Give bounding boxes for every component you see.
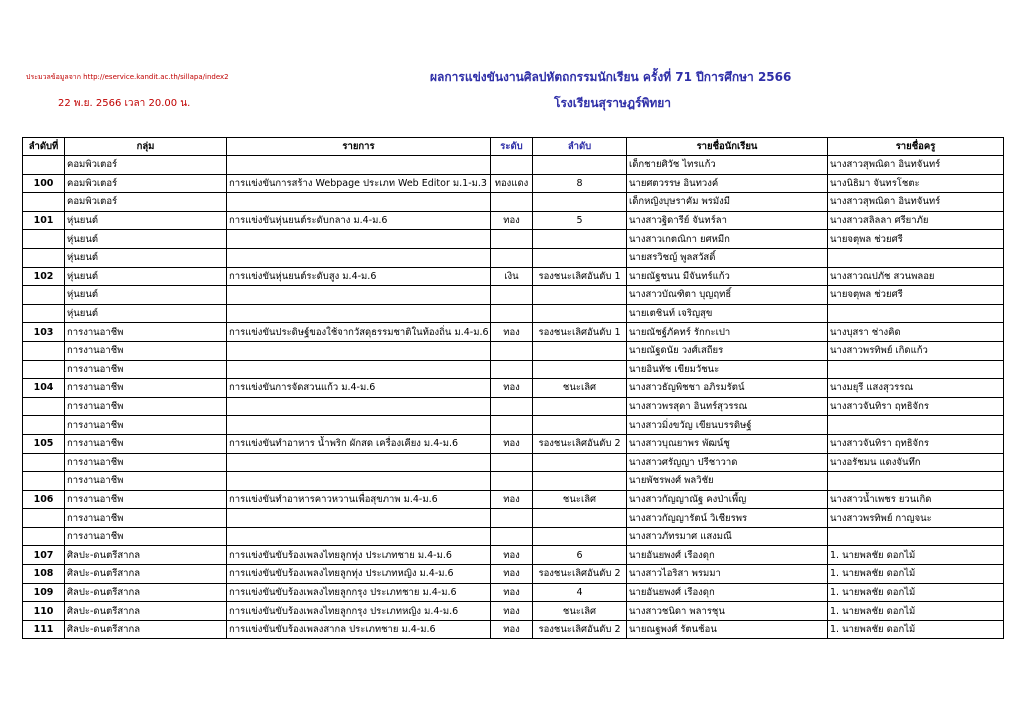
col-header-event: รายการ bbox=[227, 138, 491, 156]
cell-group: การงานอาชีพ bbox=[65, 453, 227, 472]
cell-no bbox=[23, 304, 65, 323]
cell-rank: 6 bbox=[533, 546, 627, 565]
cell-no bbox=[23, 341, 65, 360]
cell-rank: รองชนะเลิศอันดับ 1 bbox=[533, 323, 627, 342]
cell-no bbox=[23, 156, 65, 175]
cell-event bbox=[227, 527, 491, 546]
cell-student: นางสาวกัญญาณัฐ คงป่าเพี้ญ bbox=[627, 490, 828, 509]
cell-no bbox=[23, 397, 65, 416]
cell-no bbox=[23, 472, 65, 491]
col-header-group: กลุ่ม bbox=[65, 138, 227, 156]
cell-teacher: นางอรัชมน แดงจันทึก bbox=[828, 453, 1004, 472]
cell-teacher: 1. นายพลชัย ดอกไม้ bbox=[828, 620, 1004, 639]
col-header-students: รายชื่อนักเรียน bbox=[627, 138, 828, 156]
cell-group: ศิลปะ-ดนตรีสากล bbox=[65, 546, 227, 565]
col-header-no: ลำดับที่ bbox=[23, 138, 65, 156]
cell-event bbox=[227, 286, 491, 305]
cell-event bbox=[227, 397, 491, 416]
cell-teacher: นางมยุรี แสงสุวรรณ bbox=[828, 379, 1004, 398]
cell-rank: รองชนะเลิศอันดับ 1 bbox=[533, 267, 627, 286]
cell-level: ทอง bbox=[491, 583, 533, 602]
table-row bbox=[23, 453, 1004, 472]
table-row bbox=[23, 602, 1004, 621]
cell-group: การงานอาชีพ bbox=[65, 360, 227, 379]
cell-rank bbox=[533, 193, 627, 212]
table-row bbox=[23, 527, 1004, 546]
cell-group: คอมพิวเตอร์ bbox=[65, 193, 227, 212]
cell-no bbox=[23, 230, 65, 249]
table-header-row bbox=[23, 138, 1004, 156]
cell-level: ทอง bbox=[491, 490, 533, 509]
cell-rank: รองชนะเลิศอันดับ 2 bbox=[533, 565, 627, 584]
table-row bbox=[23, 416, 1004, 435]
cell-group: หุ่นยนต์ bbox=[65, 286, 227, 305]
cell-group: ศิลปะ-ดนตรีสากล bbox=[65, 565, 227, 584]
cell-group: การงานอาชีพ bbox=[65, 527, 227, 546]
cell-level bbox=[491, 286, 533, 305]
cell-student: นายสรวิชญ์ พูลสวัสดิ์ bbox=[627, 248, 828, 267]
cell-student: นางสาวกัญญารัตน์ วิเชียรพร bbox=[627, 509, 828, 528]
cell-level: ทอง bbox=[491, 434, 533, 453]
cell-event: การแข่งขันทำอาหารคาวหวานเพื่อสุขภาพ ม.4-ม.6 bbox=[227, 490, 491, 509]
cell-no bbox=[23, 416, 65, 435]
table-row bbox=[23, 360, 1004, 379]
table-body bbox=[23, 156, 1004, 639]
cell-group: หุ่นยนต์ bbox=[65, 267, 227, 286]
cell-group: ศิลปะ-ดนตรีสากล bbox=[65, 583, 227, 602]
table-row bbox=[23, 546, 1004, 565]
table-row bbox=[23, 379, 1004, 398]
table-row bbox=[23, 174, 1004, 193]
cell-group: การงานอาชีพ bbox=[65, 397, 227, 416]
cell-event: การแข่งขันการสร้าง Webpage ประเภท Web Editor ม.1-ม.3 bbox=[227, 174, 491, 193]
cell-event bbox=[227, 360, 491, 379]
cell-student: นายณัฐดนัย วงศ์เสถียร bbox=[627, 341, 828, 360]
results-table bbox=[22, 137, 1004, 639]
cell-level: เงิน bbox=[491, 267, 533, 286]
cell-teacher: 1. นายพลชัย ดอกไม้ bbox=[828, 602, 1004, 621]
cell-teacher bbox=[828, 248, 1004, 267]
cell-group: การงานอาชีพ bbox=[65, 416, 227, 435]
cell-group: หุ่นยนต์ bbox=[65, 304, 227, 323]
cell-rank bbox=[533, 248, 627, 267]
cell-no bbox=[23, 360, 65, 379]
cell-event: การแข่งขันหุ่นยนต์ระดับสูง ม.4-ม.6 bbox=[227, 267, 491, 286]
cell-student: นายณัชฐ์ภัคทร์ รักกะเปา bbox=[627, 323, 828, 342]
school-name: โรงเรียนสุราษฎร์พิทยา bbox=[554, 96, 672, 110]
cell-group: ศิลปะ-ดนตรีสากล bbox=[65, 602, 227, 621]
cell-teacher bbox=[828, 416, 1004, 435]
cell-no bbox=[23, 286, 65, 305]
cell-level: ทอง bbox=[491, 602, 533, 621]
table-row bbox=[23, 472, 1004, 491]
cell-group: ศิลปะ-ดนตรีสากล bbox=[65, 620, 227, 639]
cell-no: 110 bbox=[23, 602, 65, 621]
cell-student: นางสาวพรสุดา อินทร์สุวรรณ bbox=[627, 397, 828, 416]
cell-student: นางสาวบัณฑิตา บุญฤทธิ์ bbox=[627, 286, 828, 305]
cell-level bbox=[491, 360, 533, 379]
table-row bbox=[23, 490, 1004, 509]
cell-rank bbox=[533, 472, 627, 491]
table-row bbox=[23, 620, 1004, 639]
cell-teacher: นางสาวจันทิรา ฤทธิจักร bbox=[828, 397, 1004, 416]
cell-event bbox=[227, 304, 491, 323]
cell-rank: รองชนะเลิศอันดับ 2 bbox=[533, 434, 627, 453]
cell-rank bbox=[533, 360, 627, 379]
cell-event bbox=[227, 453, 491, 472]
cell-student: นายอันยพงศ์ เรืองดุก bbox=[627, 546, 828, 565]
cell-level: ทอง bbox=[491, 323, 533, 342]
cell-event: การแข่งขันประดิษฐ์ของใช้จากวัสดุธรรมชาติในท้องถิ่น ม.4-ม.6 bbox=[227, 323, 491, 342]
cell-teacher: นางบุสรา ช่างคิด bbox=[828, 323, 1004, 342]
cell-rank: ชนะเลิศ bbox=[533, 490, 627, 509]
col-header-level: ระดับ bbox=[491, 138, 533, 156]
cell-level bbox=[491, 230, 533, 249]
cell-rank bbox=[533, 453, 627, 472]
cell-no: 100 bbox=[23, 174, 65, 193]
cell-event: การแข่งขันหุ่นยนต์ระดับกลาง ม.4-ม.6 bbox=[227, 211, 491, 230]
table-row bbox=[23, 565, 1004, 584]
page-title: ผลการแข่งขันงานศิลปหัตถกรรมนักเรียน ครั้งที่ 71 ปีการศึกษา 2566 bbox=[430, 70, 792, 84]
cell-level: ทอง bbox=[491, 211, 533, 230]
cell-level bbox=[491, 509, 533, 528]
cell-teacher bbox=[828, 360, 1004, 379]
cell-event: การแข่งขันขับร้องเพลงสากล ประเภทชาย ม.4-ม.6 bbox=[227, 620, 491, 639]
table-row bbox=[23, 304, 1004, 323]
cell-student: นางสาวเกตณิกา ยศหมีก bbox=[627, 230, 828, 249]
cell-teacher: นายจตุพล ช่วยศรี bbox=[828, 286, 1004, 305]
cell-teacher: นางสาวสุพณิดา อินทจันทร์ bbox=[828, 193, 1004, 212]
cell-rank: 8 bbox=[533, 174, 627, 193]
cell-rank: 5 bbox=[533, 211, 627, 230]
cell-group: หุ่นยนต์ bbox=[65, 248, 227, 267]
cell-teacher bbox=[828, 527, 1004, 546]
cell-student: นางสาวมิ่งขวัญ เขียนบรรดิษฐ์ bbox=[627, 416, 828, 435]
cell-rank bbox=[533, 230, 627, 249]
cell-teacher: นางสาวณปภัช สวนพลอย bbox=[828, 267, 1004, 286]
cell-student: นายพัชรพงศ์ พลวิชัย bbox=[627, 472, 828, 491]
cell-event: การแข่งขันขับร้องเพลงไทยลูกกรุง ประเภทหญิง ม.4-ม.6 bbox=[227, 602, 491, 621]
cell-event bbox=[227, 416, 491, 435]
cell-no: 109 bbox=[23, 583, 65, 602]
cell-student: นายศตวรรษ อินทวงค์ bbox=[627, 174, 828, 193]
cell-level: ทอง bbox=[491, 620, 533, 639]
cell-rank bbox=[533, 156, 627, 175]
table-row bbox=[23, 397, 1004, 416]
cell-student: นางสาวชนิดา พลารชุน bbox=[627, 602, 828, 621]
cell-no: 102 bbox=[23, 267, 65, 286]
table-row bbox=[23, 211, 1004, 230]
cell-level bbox=[491, 397, 533, 416]
cell-rank bbox=[533, 341, 627, 360]
cell-student: เด็กหญิงบุษราคัม พรมังมี bbox=[627, 193, 828, 212]
cell-teacher: นางนิธิมา จันทรโชตะ bbox=[828, 174, 1004, 193]
table-row bbox=[23, 248, 1004, 267]
col-header-teachers: รายชื่อครู bbox=[828, 138, 1004, 156]
table-row bbox=[23, 434, 1004, 453]
cell-student: นายเตชินท์ เจริญสุข bbox=[627, 304, 828, 323]
table-row bbox=[23, 583, 1004, 602]
cell-no bbox=[23, 509, 65, 528]
cell-level: ทองแดง bbox=[491, 174, 533, 193]
cell-teacher: 1. นายพลชัย ดอกไม้ bbox=[828, 546, 1004, 565]
cell-event: การแข่งขันขับร้องเพลงไทยลูกทุ่ง ประเภทหญิง ม.4-ม.6 bbox=[227, 565, 491, 584]
cell-group: การงานอาชีพ bbox=[65, 434, 227, 453]
cell-event: การแข่งขันทำอาหาร น้ำพริก ผักสด เครื่องเคียง ม.4-ม.6 bbox=[227, 434, 491, 453]
cell-event bbox=[227, 156, 491, 175]
cell-teacher: นางสาวจันทิรา ฤทธิจักร bbox=[828, 434, 1004, 453]
cell-no: 104 bbox=[23, 379, 65, 398]
cell-student: นายณัฐชนน มีจันทร์แก้ว bbox=[627, 267, 828, 286]
cell-teacher: นางสาวน้ำเพชร ยวนเกิด bbox=[828, 490, 1004, 509]
cell-student: นางสาวภัทรมาศ แสงมณี bbox=[627, 527, 828, 546]
cell-no bbox=[23, 453, 65, 472]
cell-rank bbox=[533, 509, 627, 528]
cell-student: นายอันยพงศ์ เรืองดุก bbox=[627, 583, 828, 602]
cell-level: ทอง bbox=[491, 379, 533, 398]
cell-group: คอมพิวเตอร์ bbox=[65, 156, 227, 175]
cell-event: การแข่งขันขับร้องเพลงไทยลูกทุ่ง ประเภทชาย ม.4-ม.6 bbox=[227, 546, 491, 565]
cell-no: 106 bbox=[23, 490, 65, 509]
cell-student: นางสาวธัญพิชชา อภิรมรัตน์ bbox=[627, 379, 828, 398]
cell-level bbox=[491, 472, 533, 491]
cell-rank: รองชนะเลิศอันดับ 2 bbox=[533, 620, 627, 639]
cell-level: ทอง bbox=[491, 565, 533, 584]
cell-group: การงานอาชีพ bbox=[65, 490, 227, 509]
cell-level bbox=[491, 341, 533, 360]
cell-teacher bbox=[828, 304, 1004, 323]
cell-group: หุ่นยนต์ bbox=[65, 230, 227, 249]
cell-group: คอมพิวเตอร์ bbox=[65, 174, 227, 193]
cell-student: นายณฐพงศ์ รัตนช้อน bbox=[627, 620, 828, 639]
cell-level: ทอง bbox=[491, 546, 533, 565]
cell-rank bbox=[533, 397, 627, 416]
cell-rank: ชนะเลิศ bbox=[533, 602, 627, 621]
cell-teacher: 1. นายพลชัย ดอกไม้ bbox=[828, 583, 1004, 602]
table-row bbox=[23, 230, 1004, 249]
cell-student: นางสาวไอริสา พรมมา bbox=[627, 565, 828, 584]
table-row bbox=[23, 193, 1004, 212]
cell-event bbox=[227, 509, 491, 528]
table-row bbox=[23, 286, 1004, 305]
cell-teacher: นายจตุพล ช่วยศรี bbox=[828, 230, 1004, 249]
cell-no: 105 bbox=[23, 434, 65, 453]
cell-no: 107 bbox=[23, 546, 65, 565]
cell-group: หุ่นยนต์ bbox=[65, 211, 227, 230]
cell-group: การงานอาชีพ bbox=[65, 379, 227, 398]
cell-level bbox=[491, 416, 533, 435]
cell-rank bbox=[533, 527, 627, 546]
cell-rank bbox=[533, 304, 627, 323]
cell-level bbox=[491, 304, 533, 323]
col-header-rank: ลำดับ bbox=[533, 138, 627, 156]
cell-teacher: นางสาวพรทิพย์ กาญจนะ bbox=[828, 509, 1004, 528]
cell-group: การงานอาชีพ bbox=[65, 472, 227, 491]
cell-rank: ชนะเลิศ bbox=[533, 379, 627, 398]
cell-teacher: นางสาวสุพณิดา อินทจันทร์ bbox=[828, 156, 1004, 175]
cell-group: การงานอาชีพ bbox=[65, 509, 227, 528]
cell-level bbox=[491, 193, 533, 212]
cell-no: 103 bbox=[23, 323, 65, 342]
cell-teacher: 1. นายพลชัย ดอกไม้ bbox=[828, 565, 1004, 584]
cell-event: การแข่งขันขับร้องเพลงไทยลูกกรุง ประเภทชาย ม.4-ม.6 bbox=[227, 583, 491, 602]
cell-event bbox=[227, 230, 491, 249]
cell-rank bbox=[533, 286, 627, 305]
table-row bbox=[23, 267, 1004, 286]
cell-level bbox=[491, 248, 533, 267]
cell-event: การแข่งขันการจัดสวนแก้ว ม.4-ม.6 bbox=[227, 379, 491, 398]
table-row bbox=[23, 341, 1004, 360]
cell-student: เด็กชายศิวัช ไทรแก้ว bbox=[627, 156, 828, 175]
source-note: ประมวลข้อมูลจาก http://eservice.kandit.ac.th/sillapa/index2 bbox=[26, 73, 229, 81]
cell-level bbox=[491, 453, 533, 472]
cell-student: นายอินทัช เขียมวัชนะ bbox=[627, 360, 828, 379]
cell-rank bbox=[533, 416, 627, 435]
cell-student: นางสาวศรัญญา ปรีชาวาด bbox=[627, 453, 828, 472]
cell-teacher: นางสาวพรทิพย์ เกิดแก้ว bbox=[828, 341, 1004, 360]
cell-event bbox=[227, 472, 491, 491]
report-date: 22 พ.ย. 2566 เวลา 20.00 น. bbox=[58, 98, 191, 109]
table-row bbox=[23, 509, 1004, 528]
cell-level bbox=[491, 527, 533, 546]
cell-no: 111 bbox=[23, 620, 65, 639]
cell-event bbox=[227, 341, 491, 360]
cell-teacher bbox=[828, 472, 1004, 491]
cell-student: นางสาวฐิดารีย์ จันทร์ลา bbox=[627, 211, 828, 230]
table-row bbox=[23, 323, 1004, 342]
cell-no bbox=[23, 193, 65, 212]
cell-no bbox=[23, 248, 65, 267]
cell-teacher: นางสาวสลิลลา ศรียาภัย bbox=[828, 211, 1004, 230]
cell-level bbox=[491, 156, 533, 175]
cell-student: นางสาวบุณยาพร พัฒน์ชู bbox=[627, 434, 828, 453]
cell-rank: 4 bbox=[533, 583, 627, 602]
cell-event bbox=[227, 248, 491, 267]
cell-event bbox=[227, 193, 491, 212]
cell-no: 108 bbox=[23, 565, 65, 584]
cell-no: 101 bbox=[23, 211, 65, 230]
cell-group: การงานอาชีพ bbox=[65, 341, 227, 360]
table-row bbox=[23, 156, 1004, 175]
cell-group: การงานอาชีพ bbox=[65, 323, 227, 342]
cell-no bbox=[23, 527, 65, 546]
